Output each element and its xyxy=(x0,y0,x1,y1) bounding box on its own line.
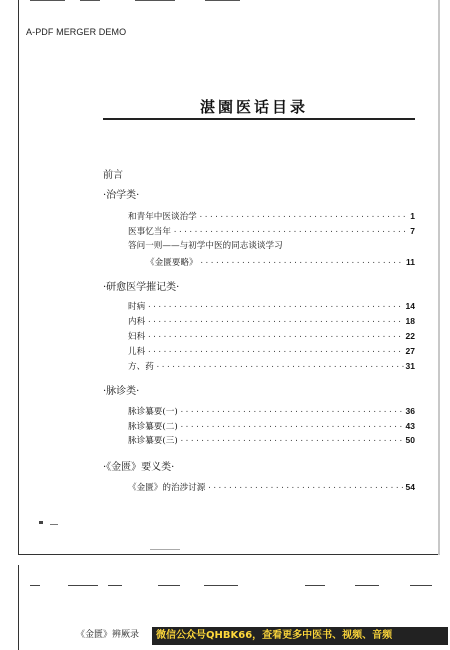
entry-title: 《金匮》的治涉讨源 xyxy=(128,483,206,493)
dot-leader xyxy=(147,346,403,358)
scan-mark xyxy=(305,585,325,586)
section-heading: ·《金匮》要义类· xyxy=(103,462,175,473)
entry-title: 脉诊纂要(三) xyxy=(128,436,178,446)
watermark-label: A-PDF MERGER DEMO xyxy=(26,27,127,37)
entry-title: 方、药 xyxy=(128,362,154,372)
scan-mark xyxy=(68,585,98,586)
toc-entry[interactable] xyxy=(128,225,415,238)
toc-entry[interactable] xyxy=(128,330,415,343)
section-heading: ·研愈医学摧记类· xyxy=(103,282,180,293)
entry-title: 脉诊纂要(二) xyxy=(128,422,178,432)
toc-entry[interactable] xyxy=(128,300,415,313)
entry-page: 36 xyxy=(405,406,415,416)
dot-leader xyxy=(156,361,404,373)
entry-title: 时病 xyxy=(128,302,146,312)
promo-banner: 微信公众号QHBK66，查看更多中医书、视频、音频 xyxy=(152,627,448,645)
entry-page: 27 xyxy=(405,346,415,356)
section-heading: ·脉诊类· xyxy=(103,386,140,397)
entry-page: 50 xyxy=(405,435,415,445)
toc-entry[interactable] xyxy=(128,481,415,494)
scan-mark xyxy=(30,0,65,1)
toc-entry[interactable] xyxy=(128,405,415,418)
scan-mark xyxy=(205,0,240,1)
entry-page: 14 xyxy=(405,301,415,311)
entry-page: 7 xyxy=(410,226,415,236)
entry-title: 脉诊纂要(一) xyxy=(128,407,178,417)
entry-page: 1 xyxy=(410,211,415,221)
dot-leader xyxy=(173,226,408,238)
toc-entry[interactable] xyxy=(128,240,415,252)
entry-title: 内科 xyxy=(128,317,146,327)
scan-mark xyxy=(204,585,238,586)
entry-title: 和青年中医谈治学 xyxy=(128,212,197,222)
entry-page: 31 xyxy=(405,361,415,371)
toc-entry[interactable] xyxy=(128,360,415,373)
dot-leader xyxy=(207,482,403,494)
dot-leader xyxy=(180,435,404,447)
entry-page: 11 xyxy=(406,257,415,267)
entry-title: 答问一则——与初学中医的同志谈谈学习 xyxy=(128,241,283,251)
dot-leader xyxy=(147,331,403,343)
page-gap xyxy=(0,556,450,564)
title-rule xyxy=(103,118,415,120)
toc-entry[interactable] xyxy=(146,256,415,269)
dot-leader xyxy=(147,301,403,313)
entry-page: 18 xyxy=(405,316,415,326)
toc-entry[interactable] xyxy=(128,315,415,328)
section-heading: ·治学类· xyxy=(103,190,140,201)
entry-page: 43 xyxy=(405,421,415,431)
preface-heading: 前言 xyxy=(103,170,123,181)
scan-mark xyxy=(135,0,175,1)
dot-leader xyxy=(200,257,404,269)
dot-leader xyxy=(147,316,403,328)
scan-mark xyxy=(355,585,379,586)
toc-entry[interactable] xyxy=(128,420,415,433)
page-title: 湛園医话目录 xyxy=(200,98,309,116)
page-edge xyxy=(438,0,440,555)
dot-leader xyxy=(180,421,404,433)
dot-leader xyxy=(199,211,409,223)
scan-smudge xyxy=(39,521,43,524)
entry-page: 22 xyxy=(405,331,415,341)
entry-title: 儿科 xyxy=(128,347,146,357)
entry-title: 《金匮要略》 xyxy=(146,258,198,268)
scan-mark xyxy=(410,585,432,586)
toc-entry[interactable] xyxy=(128,345,415,358)
scan-mark xyxy=(108,585,122,586)
dot-leader xyxy=(180,406,404,418)
entry-title: 医事忆当年 xyxy=(128,227,171,237)
toc-entry[interactable] xyxy=(128,434,415,447)
next-page-heading: 《金匮》辨厥录 xyxy=(76,630,140,640)
scan-mark xyxy=(150,549,180,550)
scan-mark xyxy=(158,585,180,586)
entry-page: 54 xyxy=(405,482,415,492)
scan-mark xyxy=(50,524,58,525)
scan-mark xyxy=(30,585,40,586)
page-frame xyxy=(18,0,438,555)
toc-entry[interactable] xyxy=(128,210,415,223)
entry-title: 妇科 xyxy=(128,332,146,342)
scan-mark xyxy=(80,0,100,1)
